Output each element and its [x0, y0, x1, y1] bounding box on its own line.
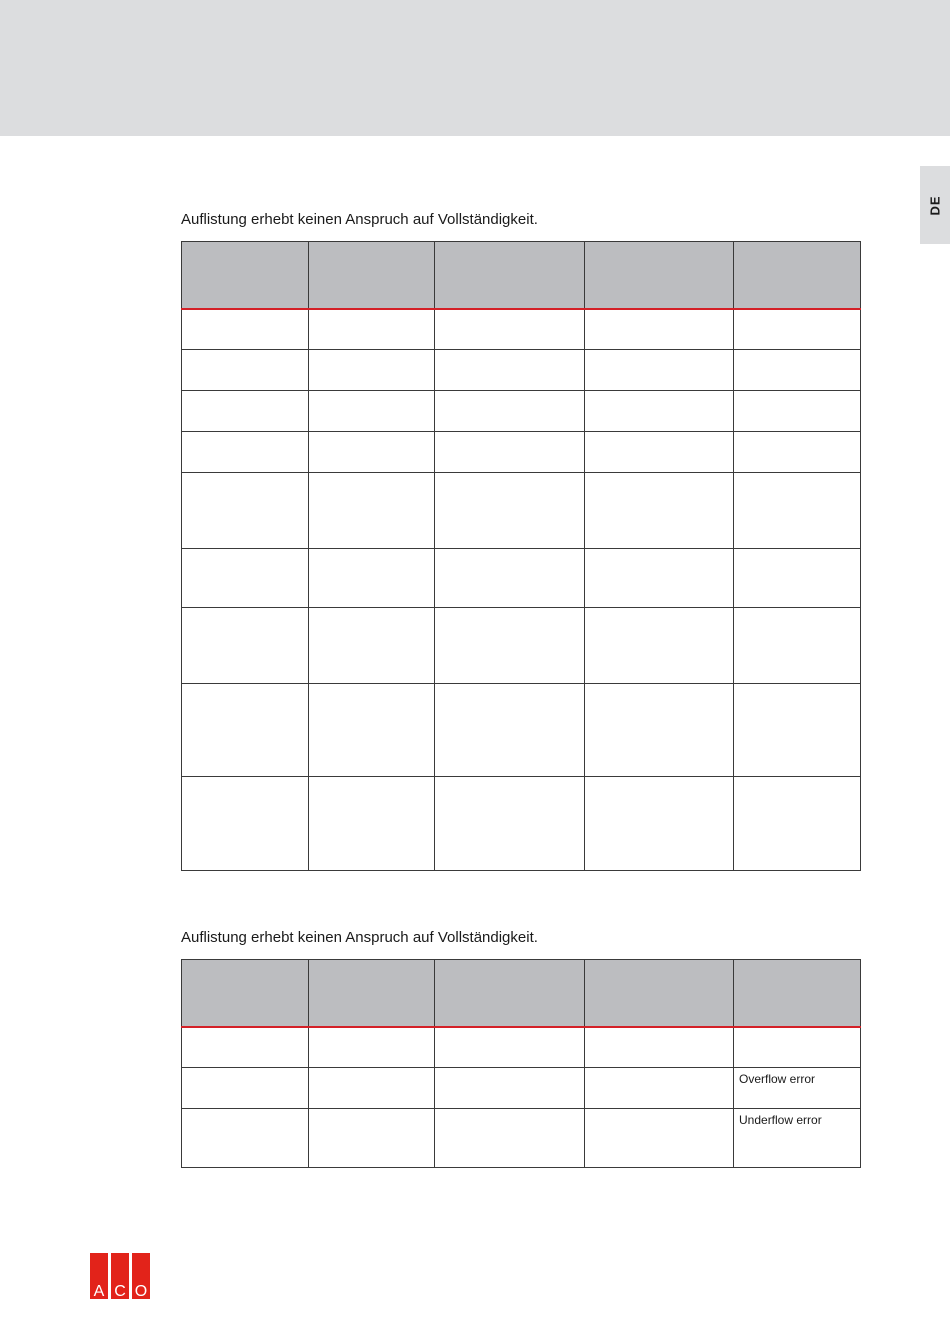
- table-cell: [734, 607, 861, 683]
- table-row: [182, 349, 861, 390]
- table-cell: [182, 776, 309, 870]
- table-cell: [309, 1067, 435, 1108]
- table-cell: [435, 390, 585, 431]
- table-cell: [585, 1108, 734, 1167]
- table-cell: [182, 1067, 309, 1108]
- header-cell: [182, 960, 309, 1028]
- table-cell: [734, 683, 861, 776]
- table-row: [182, 309, 861, 349]
- table-cell: [182, 349, 309, 390]
- table-cell: [585, 431, 734, 472]
- language-tab[interactable]: [920, 166, 950, 244]
- table-cell: [309, 776, 435, 870]
- table-row: [182, 607, 861, 683]
- header-cell: [585, 242, 734, 310]
- table-row: [182, 472, 861, 548]
- table-cell: [182, 390, 309, 431]
- table-cell: [585, 472, 734, 548]
- section2-table: [181, 959, 861, 1168]
- table-cell: [182, 309, 309, 349]
- table-cell: [734, 349, 861, 390]
- table-cell: [309, 607, 435, 683]
- table-cell: [309, 1027, 435, 1067]
- table-cell: [182, 1027, 309, 1067]
- table-cell-overflow-error: Overflow error: [734, 1067, 861, 1108]
- table-cell: [182, 1108, 309, 1167]
- table-row: [182, 776, 861, 870]
- table-cell-underflow-error: Underflow error: [734, 1108, 861, 1167]
- table-cell: [585, 548, 734, 607]
- section1-note: Auflistung erhebt keinen Anspruch auf Vollständigkeit.: [181, 211, 538, 228]
- header-cell: [435, 242, 585, 310]
- table-cell: [309, 548, 435, 607]
- table-cell: [309, 472, 435, 548]
- header-cell: [435, 960, 585, 1028]
- header-cell: [734, 242, 861, 310]
- table-row: [182, 431, 861, 472]
- table-cell: [182, 548, 309, 607]
- logo-letter: O: [134, 1283, 148, 1299]
- table-header-row: [182, 242, 861, 310]
- header-cell: [309, 960, 435, 1028]
- table-cell: [435, 1027, 585, 1067]
- table-cell: [182, 472, 309, 548]
- table-cell: [435, 309, 585, 349]
- table-row: [182, 548, 861, 607]
- table-cell: [585, 776, 734, 870]
- table-cell: [435, 1067, 585, 1108]
- table-cell: [734, 472, 861, 548]
- table-cell: [585, 683, 734, 776]
- header-cell: [309, 242, 435, 310]
- table-row: [182, 1108, 861, 1167]
- table-cell: [585, 349, 734, 390]
- section2-note: Auflistung erhebt keinen Anspruch auf Vollständigkeit.: [181, 929, 538, 946]
- header-band: [0, 0, 950, 136]
- table-row: [182, 683, 861, 776]
- table-cell: [734, 390, 861, 431]
- header-cell: [585, 960, 734, 1028]
- table-cell: [734, 1027, 861, 1067]
- table-cell: [309, 309, 435, 349]
- table-cell: [435, 349, 585, 390]
- table-cell: [435, 548, 585, 607]
- table-cell: [435, 776, 585, 870]
- table-row: [182, 1027, 861, 1067]
- table-cell: [182, 431, 309, 472]
- table-cell: [309, 349, 435, 390]
- table-cell: [435, 472, 585, 548]
- table-header-row: [182, 960, 861, 1028]
- table-cell: [585, 390, 734, 431]
- table-cell: [435, 431, 585, 472]
- table-row: [182, 1067, 861, 1108]
- aco-logo: [90, 1253, 150, 1299]
- table-cell: [309, 390, 435, 431]
- table-cell: [734, 309, 861, 349]
- table-cell: [435, 607, 585, 683]
- table-cell: [585, 1027, 734, 1067]
- table-cell: [435, 683, 585, 776]
- table-cell: [182, 607, 309, 683]
- table-cell: [182, 683, 309, 776]
- table-cell: [309, 683, 435, 776]
- header-cell: [182, 242, 309, 310]
- table-cell: [585, 607, 734, 683]
- table-cell: [734, 776, 861, 870]
- table-cell: [734, 548, 861, 607]
- table-cell: [585, 1067, 734, 1108]
- logo-letter: C: [114, 1283, 126, 1299]
- header-cell: [734, 960, 861, 1028]
- table-cell: [309, 431, 435, 472]
- table-cell: [585, 309, 734, 349]
- table-cell: [734, 431, 861, 472]
- table-row: [182, 390, 861, 431]
- section1-table: [181, 241, 861, 871]
- table-cell: [435, 1108, 585, 1167]
- logo-letter: A: [93, 1283, 105, 1299]
- table-cell: [309, 1108, 435, 1167]
- language-tab-label: DE: [927, 194, 943, 216]
